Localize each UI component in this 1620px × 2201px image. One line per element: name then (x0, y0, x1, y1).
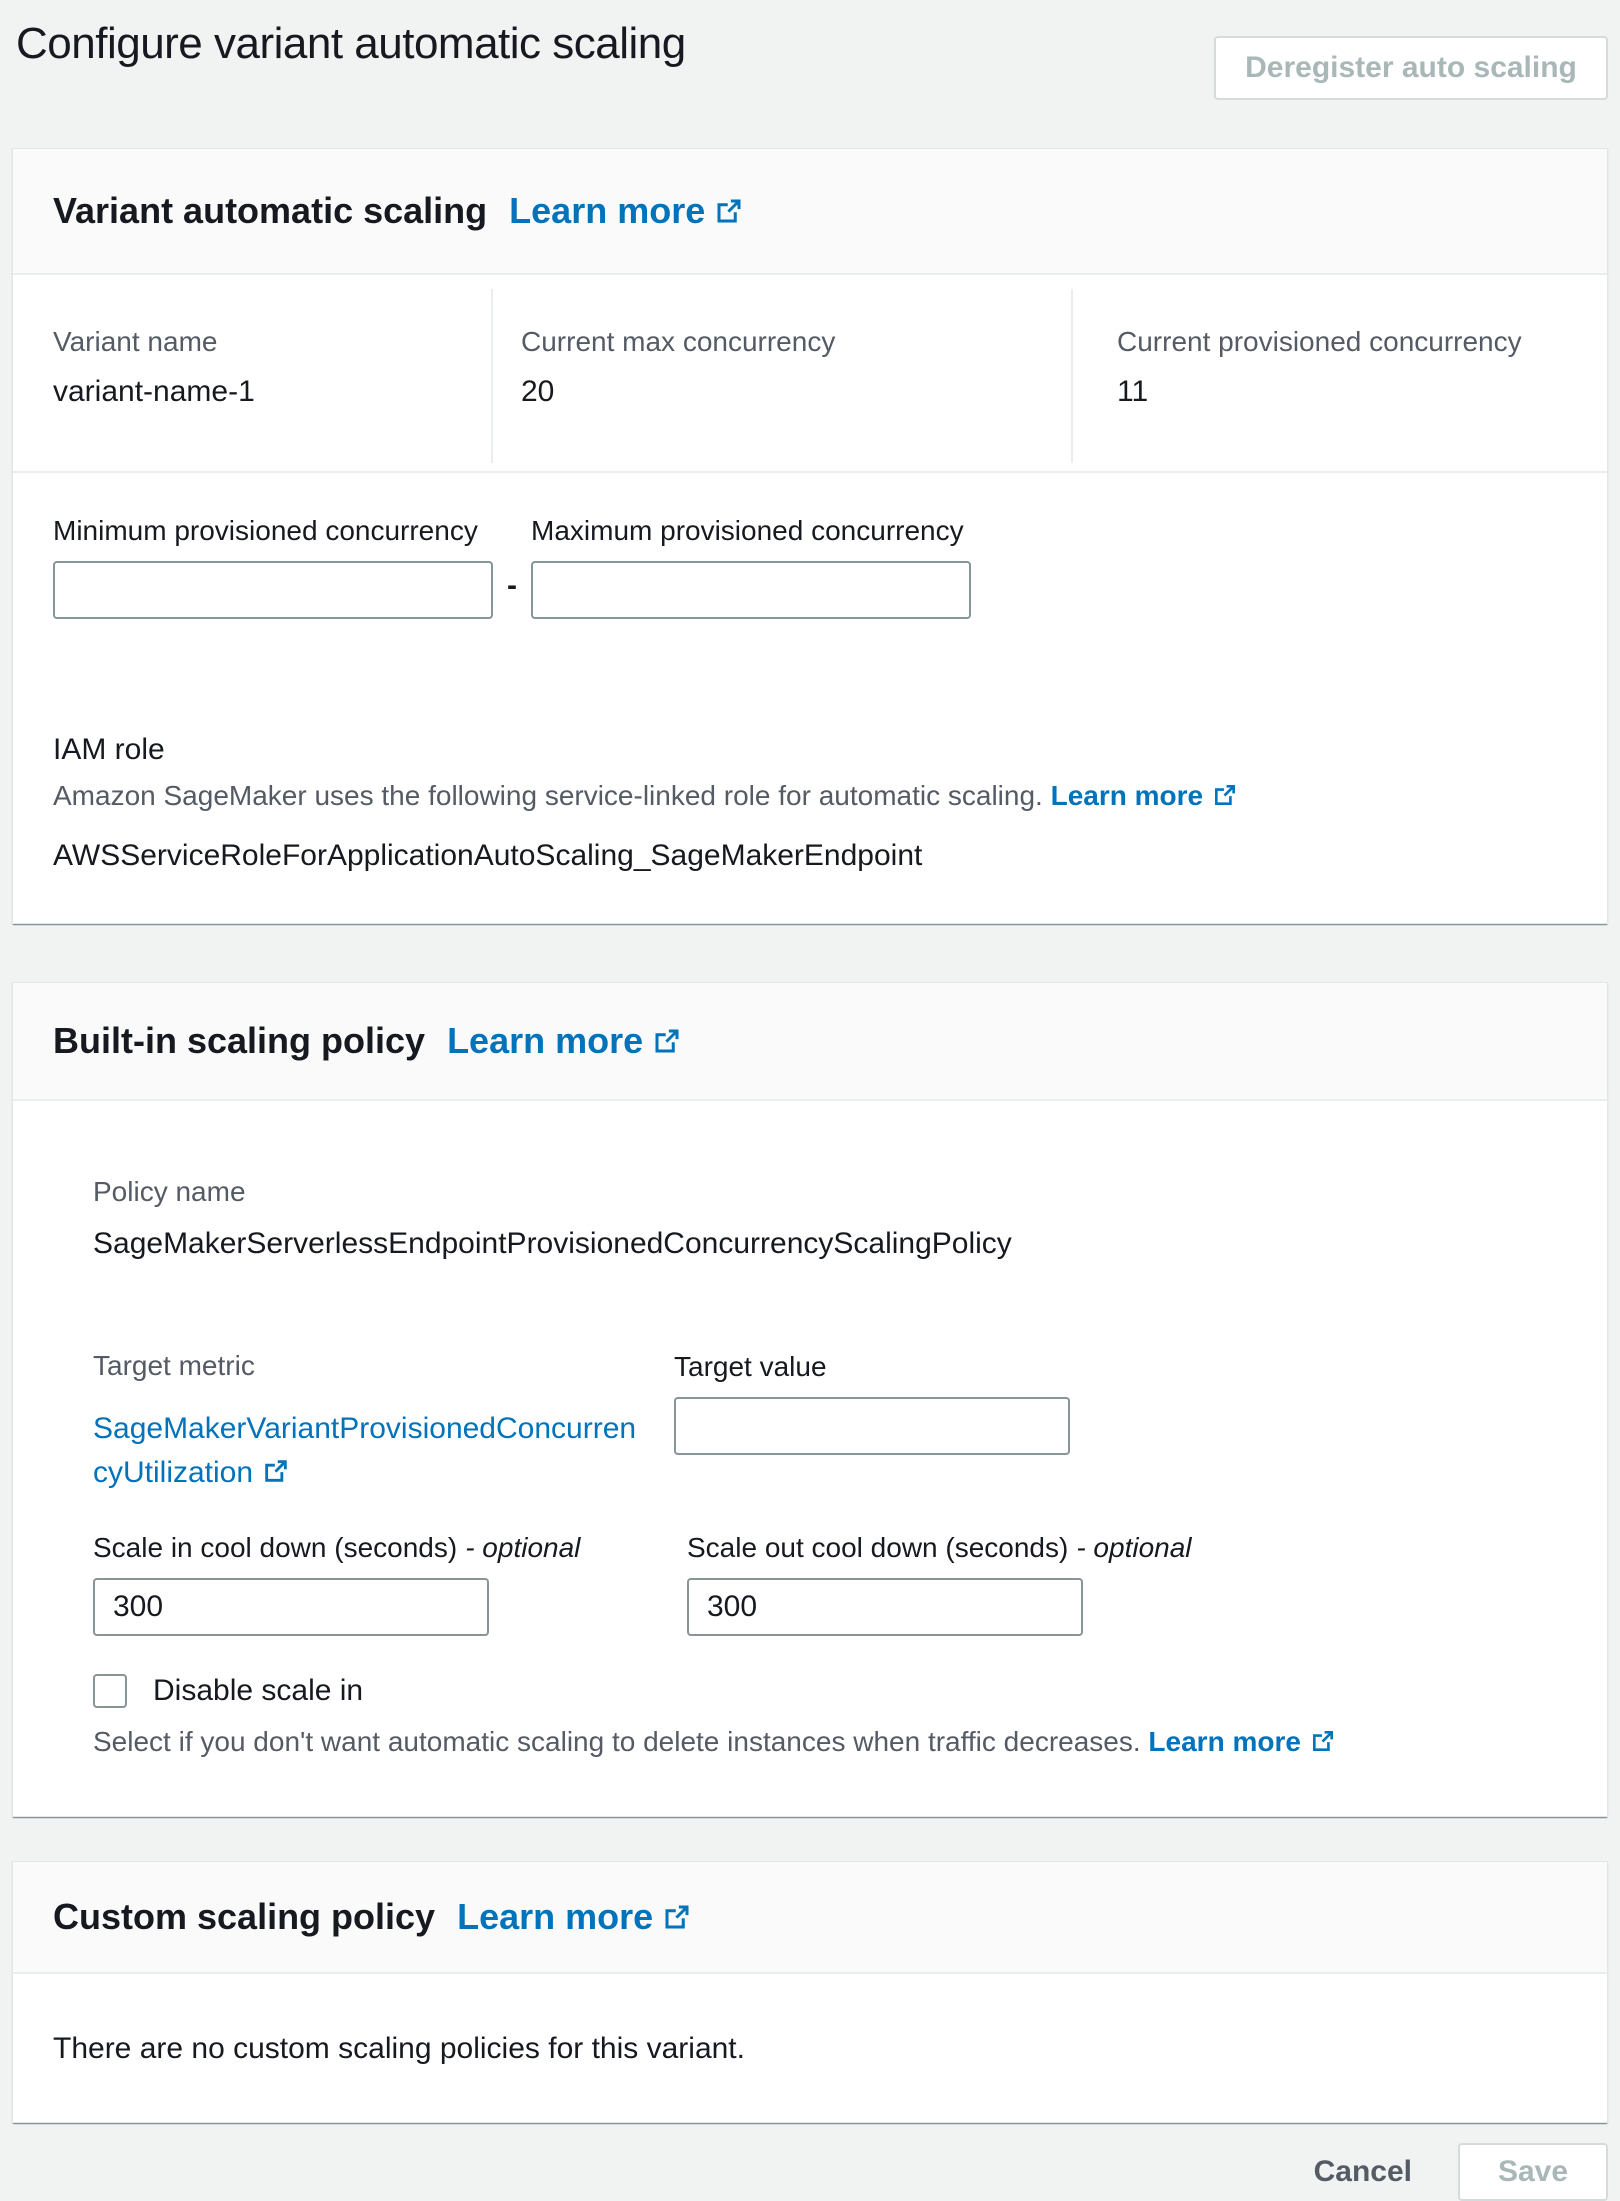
disable-scale-in-row (93, 1674, 1567, 1708)
iam-learn-more-link[interactable]: Learn more (1051, 780, 1239, 811)
external-link-icon (652, 1026, 682, 1056)
built-in-scaling-policy-card (12, 982, 1608, 1817)
range-dash: - (507, 569, 517, 602)
policy-name-label: Policy name (93, 1176, 246, 1207)
builtin-card-header (13, 983, 1607, 1101)
current-max-concurrency-value: 20 (521, 375, 555, 408)
variant-card-body (13, 473, 1607, 923)
builtin-learn-more-link[interactable]: Learn more (447, 1020, 682, 1061)
cooldown-row (93, 1530, 1567, 1636)
current-max-concurrency-label: Current max concurrency (521, 326, 836, 357)
scale-out-cooldown-field (687, 1530, 1192, 1636)
target-metric-label: Target metric (93, 1350, 255, 1381)
variant-card-title-text: Variant automatic scaling (53, 190, 488, 231)
max-provisioned-concurrency-input[interactable] (531, 561, 971, 619)
variant-summary-row (13, 275, 1607, 473)
external-link-icon (714, 196, 744, 226)
min-provisioned-concurrency-field (53, 513, 493, 619)
policy-name-value: SageMakerServerlessEndpointProvisionedConcurrencyScalingPolicy (93, 1227, 1012, 1260)
cancel-button[interactable]: Cancel (1313, 2155, 1412, 2188)
min-provisioned-concurrency-input[interactable] (53, 561, 493, 619)
iam-role-block (53, 731, 1567, 875)
builtin-card-title (53, 1020, 682, 1062)
custom-card-header (13, 1862, 1607, 1974)
disable-scale-in-hint: Select if you don't want automatic scaling to delete instances when traffic decreases. Learn more (93, 1724, 1567, 1760)
current-max-concurrency-column (493, 289, 1073, 463)
variant-name-value: variant-name-1 (53, 375, 255, 408)
custom-card-title (53, 1896, 692, 1938)
custom-card-body (13, 1974, 1607, 2122)
variant-name-label: Variant name (53, 326, 218, 357)
no-custom-policies-message: There are no custom scaling policies for this variant. (53, 2032, 745, 2065)
custom-card-title-text: Custom scaling policy (53, 1896, 436, 1937)
max-provisioned-concurrency-label: Maximum provisioned concurrency (531, 515, 964, 546)
disable-scale-in-learn-more-link[interactable]: Learn more (1148, 1726, 1336, 1757)
policy-name-field (93, 1175, 1567, 1263)
builtin-card-title-text: Built-in scaling policy (53, 1020, 426, 1061)
iam-role-name: AWSServiceRoleForApplicationAutoScaling_SageMakerEndpoint (53, 839, 923, 872)
variant-learn-more-link[interactable]: Learn more (509, 190, 744, 231)
target-metric-field (93, 1349, 674, 1495)
optional-suffix: - optional (1076, 1532, 1192, 1563)
target-value-label: Target value (674, 1351, 827, 1382)
scale-out-cooldown-input[interactable] (687, 1578, 1083, 1636)
min-provisioned-concurrency-label: Minimum provisioned concurrency (53, 515, 478, 546)
target-value-field (674, 1349, 1567, 1495)
optional-suffix: - optional (465, 1532, 581, 1563)
scale-in-cooldown-label: Scale in cool down (seconds) - optional (93, 1532, 581, 1563)
page-header (12, 14, 1608, 100)
current-provisioned-concurrency-label: Current provisioned concurrency (1117, 326, 1522, 357)
target-value-input[interactable] (674, 1397, 1070, 1455)
scale-in-cooldown-input[interactable] (93, 1578, 489, 1636)
save-button[interactable]: Save (1458, 2143, 1608, 2201)
iam-role-description: Amazon SageMaker uses the following service-linked role for automatic scaling. Learn more (53, 777, 1567, 815)
custom-learn-more-link[interactable]: Learn more (457, 1896, 692, 1937)
scale-out-cooldown-label: Scale out cool down (seconds) - optional (687, 1532, 1192, 1563)
variant-automatic-scaling-card (12, 148, 1608, 924)
current-provisioned-concurrency-value: 11 (1117, 375, 1149, 408)
variant-card-title (53, 190, 744, 232)
variant-name-column (53, 289, 493, 463)
footer-actions (12, 2143, 1608, 2201)
external-link-icon (662, 1902, 692, 1932)
page-title: Configure variant automatic scaling (16, 19, 686, 68)
provisioned-concurrency-range-row (53, 513, 1567, 619)
disable-scale-in-checkbox[interactable] (93, 1674, 127, 1708)
current-provisioned-concurrency-column (1073, 289, 1567, 463)
deregister-auto-scaling-button[interactable]: Deregister auto scaling (1214, 36, 1608, 100)
external-link-icon (1212, 782, 1238, 808)
disable-scale-in-label[interactable]: Disable scale in (153, 1674, 364, 1707)
external-link-icon (262, 1457, 290, 1485)
target-metric-link[interactable]: SageMakerVariantProvisionedConcurren cyUtilization (93, 1412, 637, 1489)
builtin-card-body (13, 1101, 1607, 1816)
iam-role-heading: IAM role (53, 733, 165, 766)
max-provisioned-concurrency-field (531, 513, 971, 619)
variant-card-header (13, 149, 1607, 275)
target-metric-row (93, 1349, 1567, 1495)
external-link-icon (1310, 1728, 1336, 1754)
scale-in-cooldown-field (93, 1530, 687, 1636)
custom-scaling-policy-card (12, 1861, 1608, 2123)
